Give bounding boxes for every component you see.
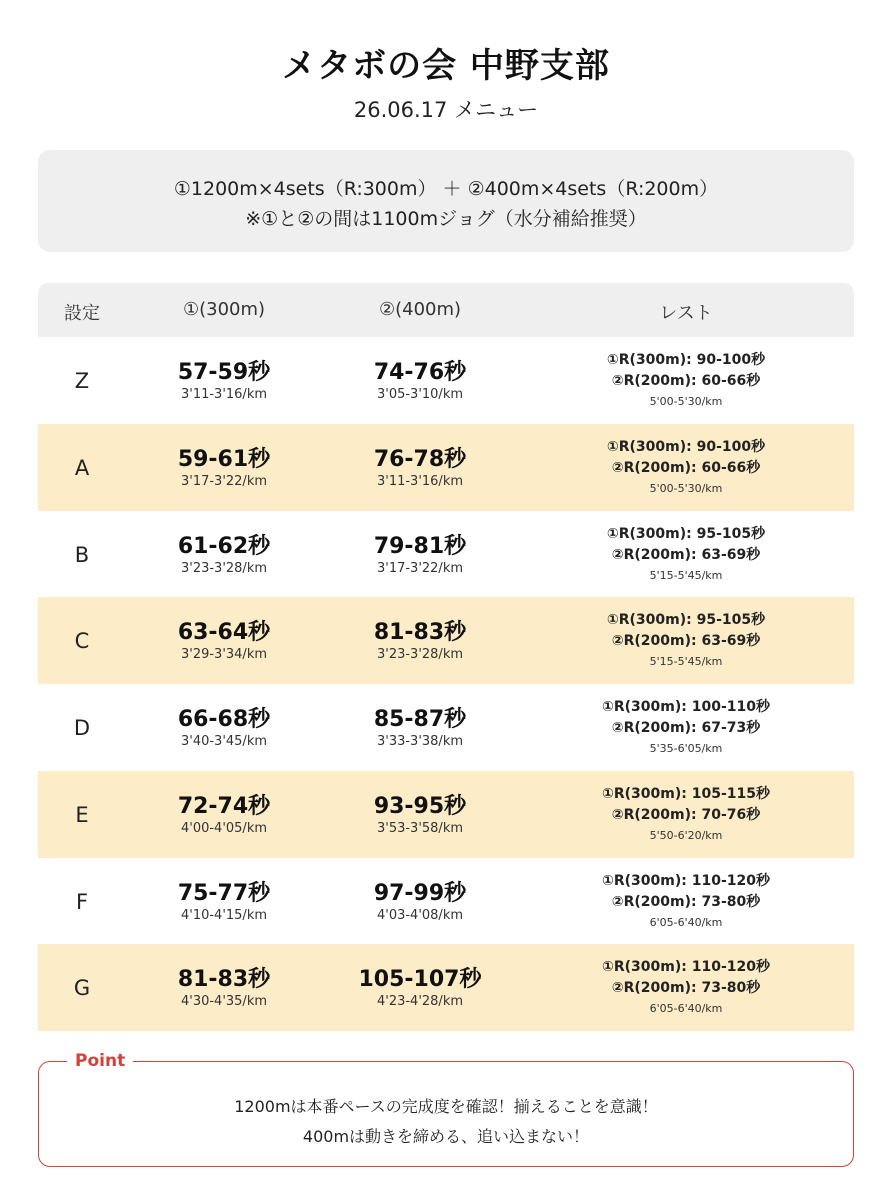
rest-200m: ②R(200m): 70-76秒 (611, 806, 761, 823)
page-title: メタボの会 中野支部 (282, 46, 610, 86)
set-level: A (74, 455, 90, 480)
point-line-2: 400mは動きを締める、追い込まない！ (302, 1127, 590, 1146)
rest-pace: 5'35-6'05/km (649, 742, 723, 755)
pace-300m-per-km: 3'29-3'34/km (180, 647, 268, 663)
header-one: ①(300m) (182, 299, 266, 320)
table-row (38, 944, 854, 1031)
summary-line-1: ①1200m×4sets（R:300m） ＋ ②400m×4sets（R:200m） (173, 178, 719, 200)
rest-300m: ①R(300m): 90-100秒 (606, 352, 766, 368)
pace-400m-per-km: 3'33-3'38/km (376, 734, 464, 749)
pace-300m-per-km: 4'00-4'05/km (180, 820, 268, 836)
set-level: B (74, 542, 90, 567)
pace-400m-per-km: 3'53-3'58/km (376, 820, 464, 836)
rest-200m: ②R(200m): 63-69秒 (611, 633, 761, 650)
table-row (38, 424, 854, 511)
pace-400m-per-km: 3'11-3'16/km (376, 473, 464, 489)
rest-200m: ②R(200m): 60-66秒 (611, 459, 761, 476)
rest-300m: ①R(300m): 110-120秒 (602, 959, 770, 976)
pace-400m-per-km: 3'17-3'22/km (376, 560, 464, 576)
pace-300m-per-km: 3'40-3'45/km (180, 734, 268, 749)
pace-400m: 76-78秒 (373, 446, 467, 472)
table-header (38, 283, 854, 337)
rest-300m: ①R(300m): 105-115秒 (602, 785, 770, 802)
set-level: Z (74, 369, 90, 393)
rest-pace: 6'05-6'40/km (649, 1002, 723, 1016)
rest-300m: ①R(300m): 95-105秒 (606, 525, 766, 542)
table-row (38, 858, 854, 945)
pace-300m-per-km: 3'11-3'16/km (180, 387, 268, 402)
pace-400m: 97-99秒 (373, 880, 467, 906)
pace-300m: 66-68秒 (177, 707, 271, 732)
set-level: G (73, 976, 91, 1001)
rest-300m: ①R(300m): 90-100秒 (606, 438, 766, 455)
summary-line-2: ※①と②の間は1100mジョグ（水分補給推奨） (245, 208, 647, 230)
rest-200m: ②R(200m): 73-80秒 (611, 893, 761, 910)
point-box (38, 1051, 854, 1167)
set-level: C (74, 629, 90, 654)
pace-300m: 57-59秒 (177, 360, 271, 385)
pace-400m: 81-83秒 (373, 620, 467, 646)
pace-400m-per-km: 4'23-4'28/km (376, 994, 464, 1010)
pace-300m-per-km: 4'30-4'35/km (180, 994, 268, 1010)
table-row (38, 337, 854, 424)
pace-300m-per-km: 3'23-3'28/km (180, 560, 268, 576)
menu-summary-box (38, 150, 854, 252)
set-level: F (75, 889, 89, 914)
set-level: E (75, 802, 89, 827)
pace-400m-per-km: 3'05-3'10/km (376, 387, 464, 402)
rest-pace: 5'15-5'45/km (649, 655, 723, 669)
rest-pace: 6'05-6'40/km (649, 915, 723, 929)
header-rest: レスト (659, 303, 713, 324)
rest-200m: ②R(200m): 73-80秒 (611, 980, 761, 997)
header-two: ②(400m) (378, 299, 462, 320)
pace-400m: 105-107秒 (358, 967, 482, 993)
pace-400m: 79-81秒 (373, 533, 467, 559)
pace-300m: 81-83秒 (177, 967, 271, 993)
pace-300m: 72-74秒 (177, 793, 271, 819)
page-subtitle: 26.06.17 メニュー (353, 98, 539, 122)
table-row (38, 684, 854, 771)
rest-300m: ①R(300m): 100-110秒 (602, 699, 770, 715)
point-label: Point (67, 1050, 133, 1072)
rest-200m: ②R(200m): 67-73秒 (611, 720, 761, 736)
pace-300m-per-km: 4'10-4'15/km (180, 907, 268, 923)
pace-400m: 93-95秒 (373, 793, 467, 819)
table-row (38, 511, 854, 598)
pace-300m-per-km: 3'17-3'22/km (180, 473, 268, 489)
table-row (38, 771, 854, 858)
rest-200m: ②R(200m): 60-66秒 (611, 373, 761, 389)
rest-200m: ②R(200m): 63-69秒 (611, 546, 761, 563)
rest-pace: 5'50-6'20/km (649, 828, 723, 842)
pace-300m: 63-64秒 (177, 620, 271, 646)
rest-pace: 5'00-5'30/km (649, 395, 723, 408)
pace-300m: 75-77秒 (177, 880, 271, 906)
pace-400m: 85-87秒 (373, 707, 467, 732)
pace-400m-per-km: 3'23-3'28/km (376, 647, 464, 663)
set-level: D (73, 716, 91, 740)
point-line-1: 1200mは本番ペースの完成度を確認！揃えることを意識！ (234, 1097, 658, 1116)
pace-400m: 74-76秒 (373, 360, 467, 385)
rest-300m: ①R(300m): 95-105秒 (606, 612, 766, 629)
table-row (38, 597, 854, 684)
rest-pace: 5'15-5'45/km (649, 568, 723, 582)
rest-pace: 5'00-5'30/km (649, 481, 723, 495)
pace-table (38, 283, 854, 1031)
pace-300m: 61-62秒 (177, 533, 271, 559)
pace-400m-per-km: 4'03-4'08/km (376, 907, 464, 923)
pace-300m: 59-61秒 (177, 446, 271, 472)
header-set: 設定 (64, 303, 100, 324)
rest-300m: ①R(300m): 110-120秒 (602, 872, 770, 889)
